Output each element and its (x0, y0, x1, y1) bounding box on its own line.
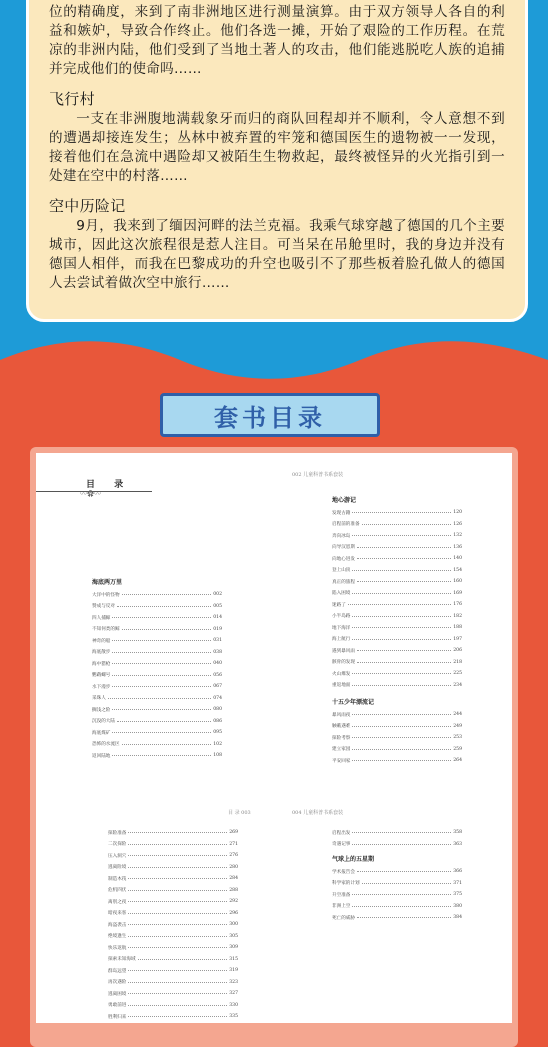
toc-entry-title: 赞成与反对 (92, 604, 115, 610)
dot-leader (112, 686, 211, 687)
toc-entry-page: 080 (213, 707, 222, 713)
toc-entry-title: 触礁遇难 (332, 724, 351, 730)
dot-leader (352, 512, 451, 513)
toc-entry-title: 海盗袭击 (108, 922, 127, 928)
toc-entry-title: 不知何类的鲸 (92, 627, 120, 633)
toc-entry-title: 鹦鹉螺号 (92, 673, 111, 679)
toc-entry (108, 885, 238, 897)
toc-entry (108, 1000, 238, 1012)
toc-entry-title: 非洲上空 (332, 904, 351, 910)
toc-entry (332, 576, 462, 588)
toc-entry-title: 海底散步 (92, 650, 111, 656)
dot-leader (128, 993, 227, 994)
toc-entry-title: 重返地面 (332, 683, 351, 689)
dot-leader (138, 959, 228, 960)
section-heading: 地心游记 (332, 497, 357, 504)
toc-entry-title: 快乐返航 (108, 945, 127, 951)
dot-leader (128, 890, 227, 891)
dot-leader (352, 570, 451, 571)
toc-entry (108, 908, 238, 920)
dot-leader (348, 604, 451, 605)
toc-entry-title: 沉没的大陆 (92, 719, 115, 725)
toc-entry-title: 探索未知海域 (108, 957, 136, 963)
toc-entry (332, 530, 462, 542)
toc-entry (108, 896, 238, 908)
section-heading: 气球上的五星期 (332, 856, 375, 863)
toc-entry-page: 296 (229, 910, 238, 916)
dot-leader (352, 760, 451, 761)
toc-entry (92, 727, 222, 739)
toc-entry (92, 716, 222, 728)
toc-entry-title: 大洋中的怪物 (92, 592, 120, 598)
toc-entry-title: 小半岛路 (332, 614, 351, 620)
dot-leader (352, 616, 451, 617)
toc-entry-page: 102 (213, 741, 222, 747)
dot-leader (357, 581, 451, 582)
toc-entry (332, 680, 462, 692)
toc-entry-page: 371 (453, 880, 462, 886)
toc-entry-title: 海中猎枪 (92, 661, 111, 667)
toc-entry (92, 658, 222, 670)
toc-entry-title: 建立家园 (332, 747, 351, 753)
dot-leader (112, 652, 211, 653)
toc-entry (332, 668, 462, 680)
toc-entry-title: 二次探险 (108, 842, 127, 848)
toc-entry (332, 889, 462, 901)
toc-entry (332, 657, 462, 669)
toc-entry-title: 神奇的船 (92, 638, 111, 644)
toc-entry (332, 721, 462, 733)
toc-entry-title: 四人捕鲸 (92, 615, 111, 621)
toc-entry-page: 225 (453, 671, 462, 677)
toc-entry-title: 离别之夜 (108, 899, 127, 905)
toc-entry-page: 019 (213, 626, 222, 632)
dot-leader (112, 675, 211, 676)
toc-entry-title: 探险准备 (108, 830, 127, 836)
dot-leader (112, 663, 211, 664)
toc-entry-title: 压入洞穴 (108, 853, 127, 859)
section-text-feixingcun: 一支在非洲腹地满载象牙而归的商队回程却并不顺利，令人意想不到的遭遇却接连发生；丛林中被弃置的牢笼和德国医生的遗物被一一发现，接着他们在急流中遇险却又被陌生生物救起，最终被怪异的火光指引到一处建在空中的村落…… (49, 111, 505, 184)
toc-entry-page: 276 (229, 853, 238, 859)
toc-entry (332, 709, 462, 721)
toc-entry (332, 878, 462, 890)
dot-leader (128, 924, 227, 925)
dot-leader (362, 524, 452, 525)
toc-entry-title: 科学家的计划 (332, 881, 360, 887)
toc-entry-page: 366 (453, 869, 462, 875)
dot-leader (128, 855, 227, 856)
dot-leader (122, 744, 212, 745)
toc-entry-title: 陷入困境 (332, 591, 351, 597)
toc-entry-title: 群岛远望 (108, 968, 127, 974)
toc-entry-page: 014 (213, 615, 222, 621)
dot-leader (352, 673, 451, 674)
toc-entry-page: 095 (213, 730, 222, 736)
section-title-feixingcun: 飞行村 (49, 90, 95, 108)
toc-entry (92, 647, 222, 659)
toc-entry-page: 335 (229, 1014, 238, 1020)
toc-heading: 目 录 (86, 480, 132, 490)
toc-column-1 (92, 573, 222, 762)
dot-leader (128, 913, 227, 914)
dot-leader (112, 732, 211, 733)
dot-leader (352, 714, 451, 715)
toc-entry-title: 逃离困境 (108, 991, 127, 997)
toc-entry-title: 采珠人 (92, 696, 106, 702)
toc-entry-page: 330 (229, 1002, 238, 1008)
toc-entry-page: 074 (213, 695, 222, 701)
toc-entry (108, 965, 238, 977)
toc-entry-page: 154 (453, 567, 462, 573)
toc-entry-page: 305 (229, 933, 238, 939)
toc-entry-page: 038 (213, 649, 222, 655)
toc-entry-title: 升空准备 (332, 892, 351, 898)
toc-entry-title: 遇到暴风雨 (332, 648, 355, 654)
toc-entry-page: 300 (229, 922, 238, 928)
dot-leader (352, 749, 451, 750)
dot-leader (112, 755, 211, 756)
toc-entry-page: 288 (229, 887, 238, 893)
toc-entry-page: 292 (229, 899, 238, 905)
dot-leader (128, 982, 227, 983)
toc-entry-title: 再次遇险 (108, 980, 127, 986)
toc-entry-title: 返回陆地 (92, 753, 111, 759)
toc-entry (332, 507, 462, 519)
toc-entry (108, 977, 238, 989)
section-heading: 十五少年漂流记 (332, 699, 375, 706)
dot-leader (112, 617, 211, 618)
toc-entry-page: 375 (453, 892, 462, 898)
dot-leader (357, 558, 451, 559)
section-title-kongzhong: 空中历险记 (49, 197, 126, 215)
ornament-icon: 〰✿〰 (80, 490, 101, 498)
toc-entry (332, 588, 462, 600)
toc-entry-title: 向导汉恩斯 (332, 545, 355, 551)
toc-entry (332, 755, 462, 767)
toc-entry-title: 暗夜来客 (108, 911, 127, 917)
toc-entry-page: 120 (453, 510, 462, 516)
toc-entry-page: 182 (453, 613, 462, 619)
toc-entry-page: 056 (213, 672, 222, 678)
toc-entry-page: 218 (453, 659, 462, 665)
toc-entry (108, 839, 238, 851)
dot-leader (128, 970, 227, 971)
toc-entry (332, 866, 462, 878)
toc-entry-title: 逃离险境 (108, 865, 127, 871)
toc-entry (332, 744, 462, 756)
toc-entry-page: 249 (453, 723, 462, 729)
dot-leader (362, 883, 452, 884)
dot-leader (352, 535, 451, 536)
toc-entry (108, 931, 238, 943)
dot-leader (117, 606, 211, 607)
toc-entry-title: 发现古籍 (332, 510, 351, 516)
dot-leader (128, 901, 227, 902)
toc-entry-page: 271 (229, 841, 238, 847)
toc-entry-page: 264 (453, 758, 462, 764)
toc-entry-page: 244 (453, 712, 462, 718)
toc-entry-title: 向地心进发 (332, 556, 355, 562)
header-top-right: 002 儿童科普书系套装 (292, 472, 344, 478)
dot-leader (352, 737, 451, 738)
dot-leader (128, 947, 227, 948)
toc-entry (92, 750, 222, 762)
toc-entry (332, 611, 462, 623)
toc-entry-page: 327 (229, 991, 238, 997)
toc-entry-title: 搁浅之险 (92, 707, 111, 713)
toc-entry-page: 206 (453, 648, 462, 654)
dot-leader (357, 662, 451, 663)
dot-leader (128, 936, 227, 937)
toc-entry (92, 670, 222, 682)
toc-entry (108, 850, 238, 862)
toc-entry (332, 599, 462, 611)
toc-entry-page: 269 (229, 830, 238, 836)
dot-leader (122, 594, 212, 595)
toc-entry-page: 086 (213, 718, 222, 724)
dot-leader (128, 844, 227, 845)
toc-entry-page: 380 (453, 903, 462, 909)
toc-column-3 (108, 827, 238, 1023)
toc-entry-page: 309 (229, 945, 238, 951)
dot-leader (357, 917, 451, 918)
toc-entry-title: 胜利归来 (108, 1014, 127, 1020)
toc-entry-page: 319 (229, 968, 238, 974)
toc-entry-title: 水下漫步 (92, 684, 111, 690)
intro-card (26, 0, 528, 322)
toc-entry (108, 827, 238, 839)
toc-entry-page: 234 (453, 682, 462, 688)
toc-entry (92, 635, 222, 647)
toc-entry-page: 040 (213, 661, 222, 667)
toc-entry (108, 862, 238, 874)
toc-entry (332, 553, 462, 565)
dot-leader (128, 1016, 227, 1017)
dot-leader (352, 726, 451, 727)
toc-entry-title: 奇遇记事 (332, 842, 351, 848)
dot-leader (352, 685, 451, 686)
dot-leader (352, 593, 451, 594)
toc-entry-page: 005 (213, 603, 222, 609)
toc-entry (108, 873, 238, 885)
toc-entry-title: 死亡的威胁 (332, 915, 355, 921)
section-text-kongzhong: 9月，我来到了缅因河畔的法兰克福。我乘气球穿越了德国的几个主要城市，因此这次旅程很是惹人注目。可当呆在吊舱里时，我的身边并没有德国人相伴，而我在巴黎成功的升空也吸引不了那些板着脸孔做人的德国人去尝试着做次空中旅行…… (49, 218, 505, 291)
toc-entry-title: 恐怖的水流区 (92, 742, 120, 748)
dot-leader (117, 721, 211, 722)
toc-entry (108, 1011, 238, 1023)
toc-column-4 (332, 827, 462, 924)
toc-entry-page: 136 (453, 544, 462, 550)
dot-leader (352, 894, 451, 895)
toc-entry-title: 绝境逢生 (108, 934, 127, 940)
dot-leader (122, 629, 212, 630)
toc-entry (332, 645, 462, 657)
toc-page (36, 453, 512, 1023)
dot-leader (128, 878, 227, 879)
toc-entry (332, 732, 462, 744)
dot-leader (357, 650, 451, 651)
toc-entry-page: 160 (453, 579, 462, 585)
toc-entry (332, 827, 462, 839)
toc-entry-title: 启程出发 (332, 830, 351, 836)
toc-entry-page: 384 (453, 915, 462, 921)
toc-entry-title: 探险考察 (332, 735, 351, 741)
toc-entry (332, 519, 462, 531)
header-mid-right: 004 儿童科普书系套装 (292, 810, 344, 816)
dot-leader (352, 639, 451, 640)
toc-entry-title: 暴风雨夜 (332, 712, 351, 718)
toc-entry-page: 197 (453, 636, 462, 642)
dot-leader (128, 1005, 227, 1006)
dot-leader (112, 640, 211, 641)
toc-entry-title: 勇敢前进 (108, 1003, 127, 1009)
toc-entry-page: 176 (453, 602, 462, 608)
toc-entry-page: 284 (229, 876, 238, 882)
toc-entry (332, 634, 462, 646)
toc-entry (108, 988, 238, 1000)
toc-banner (160, 393, 380, 437)
toc-entry-page: 315 (229, 956, 238, 962)
toc-entry-page: 140 (453, 556, 462, 562)
toc-entry (332, 839, 462, 851)
dot-leader (352, 627, 451, 628)
dot-leader (128, 867, 227, 868)
dot-leader (357, 547, 451, 548)
toc-entry (108, 942, 238, 954)
toc-entry (92, 693, 222, 705)
toc-entry (332, 542, 462, 554)
toc-entry-title: 制造木筏 (108, 876, 127, 882)
toc-entry-title: 海底煤矿 (92, 730, 111, 736)
dot-leader (352, 844, 451, 845)
toc-entry-page: 280 (229, 864, 238, 870)
toc-entry-page: 169 (453, 590, 462, 596)
toc-entry-title: 地下海洋 (332, 625, 351, 631)
toc-entry (332, 901, 462, 913)
dot-leader (357, 871, 451, 872)
toc-entry-page: 067 (213, 684, 222, 690)
toc-entry-page: 126 (453, 521, 462, 527)
toc-entry-page: 358 (453, 830, 462, 836)
toc-entry-title: 奔向冰岛 (332, 533, 351, 539)
toc-entry (92, 681, 222, 693)
toc-entry-title: 真正的旅程 (332, 579, 355, 585)
toc-entry-title: 平安回家 (332, 758, 351, 764)
dot-leader (112, 709, 211, 710)
toc-entry (92, 589, 222, 601)
toc-banner-label: 套书目录 (214, 403, 326, 432)
toc-entry (332, 622, 462, 634)
toc-entry (108, 954, 238, 966)
toc-entry (92, 704, 222, 716)
toc-entry-page: 323 (229, 979, 238, 985)
toc-entry (332, 565, 462, 577)
toc-entry-title: 迷路了 (332, 602, 346, 608)
toc-entry-page: 188 (453, 625, 462, 631)
wave-divider (0, 320, 548, 400)
toc-entry (92, 624, 222, 636)
toc-entry (92, 601, 222, 613)
toc-entry-title: 学术报告会 (332, 869, 355, 875)
dot-leader (352, 832, 451, 833)
toc-entry-page: 363 (453, 841, 462, 847)
toc-entry (92, 612, 222, 624)
toc-entry (108, 919, 238, 931)
dot-leader (128, 832, 227, 833)
header-mid-left: 目 录 003 (228, 810, 251, 816)
section-heading: 海底两万里 (92, 579, 123, 586)
dot-leader (352, 906, 451, 907)
toc-entry-page: 132 (453, 533, 462, 539)
toc-entry-page: 031 (213, 638, 222, 644)
toc-entry-page: 259 (453, 746, 462, 752)
intro-paragraph-1: 位的精确度，来到了南非洲地区进行测量演算。由于双方领导人各自的利益和嫉妒，导致合作终止。他们各选一摊，开始了艰险的工作历程。在荒凉的非洲内陆，他们受到了当地土著人的攻击，他们能逃脱吃人族的追捕并完成他们的使命吗…… (49, 4, 505, 77)
toc-entry-page: 002 (213, 592, 222, 598)
toc-entry-page: 108 (213, 753, 222, 759)
toc-entry-title: 海上航行 (332, 637, 351, 643)
toc-entry-page: 253 (453, 735, 462, 741)
toc-entry-title: 启程前的准备 (332, 522, 360, 528)
toc-column-2 (332, 491, 462, 767)
dot-leader (108, 698, 211, 699)
toc-entry (92, 739, 222, 751)
toc-entry-title: 登上山顶 (332, 568, 351, 574)
toc-entry-title: 危机四伏 (108, 888, 127, 894)
toc-entry (332, 912, 462, 924)
toc-entry-title: 骸骨的发现 (332, 660, 355, 666)
toc-entry-title: 火山爆发 (332, 671, 351, 677)
